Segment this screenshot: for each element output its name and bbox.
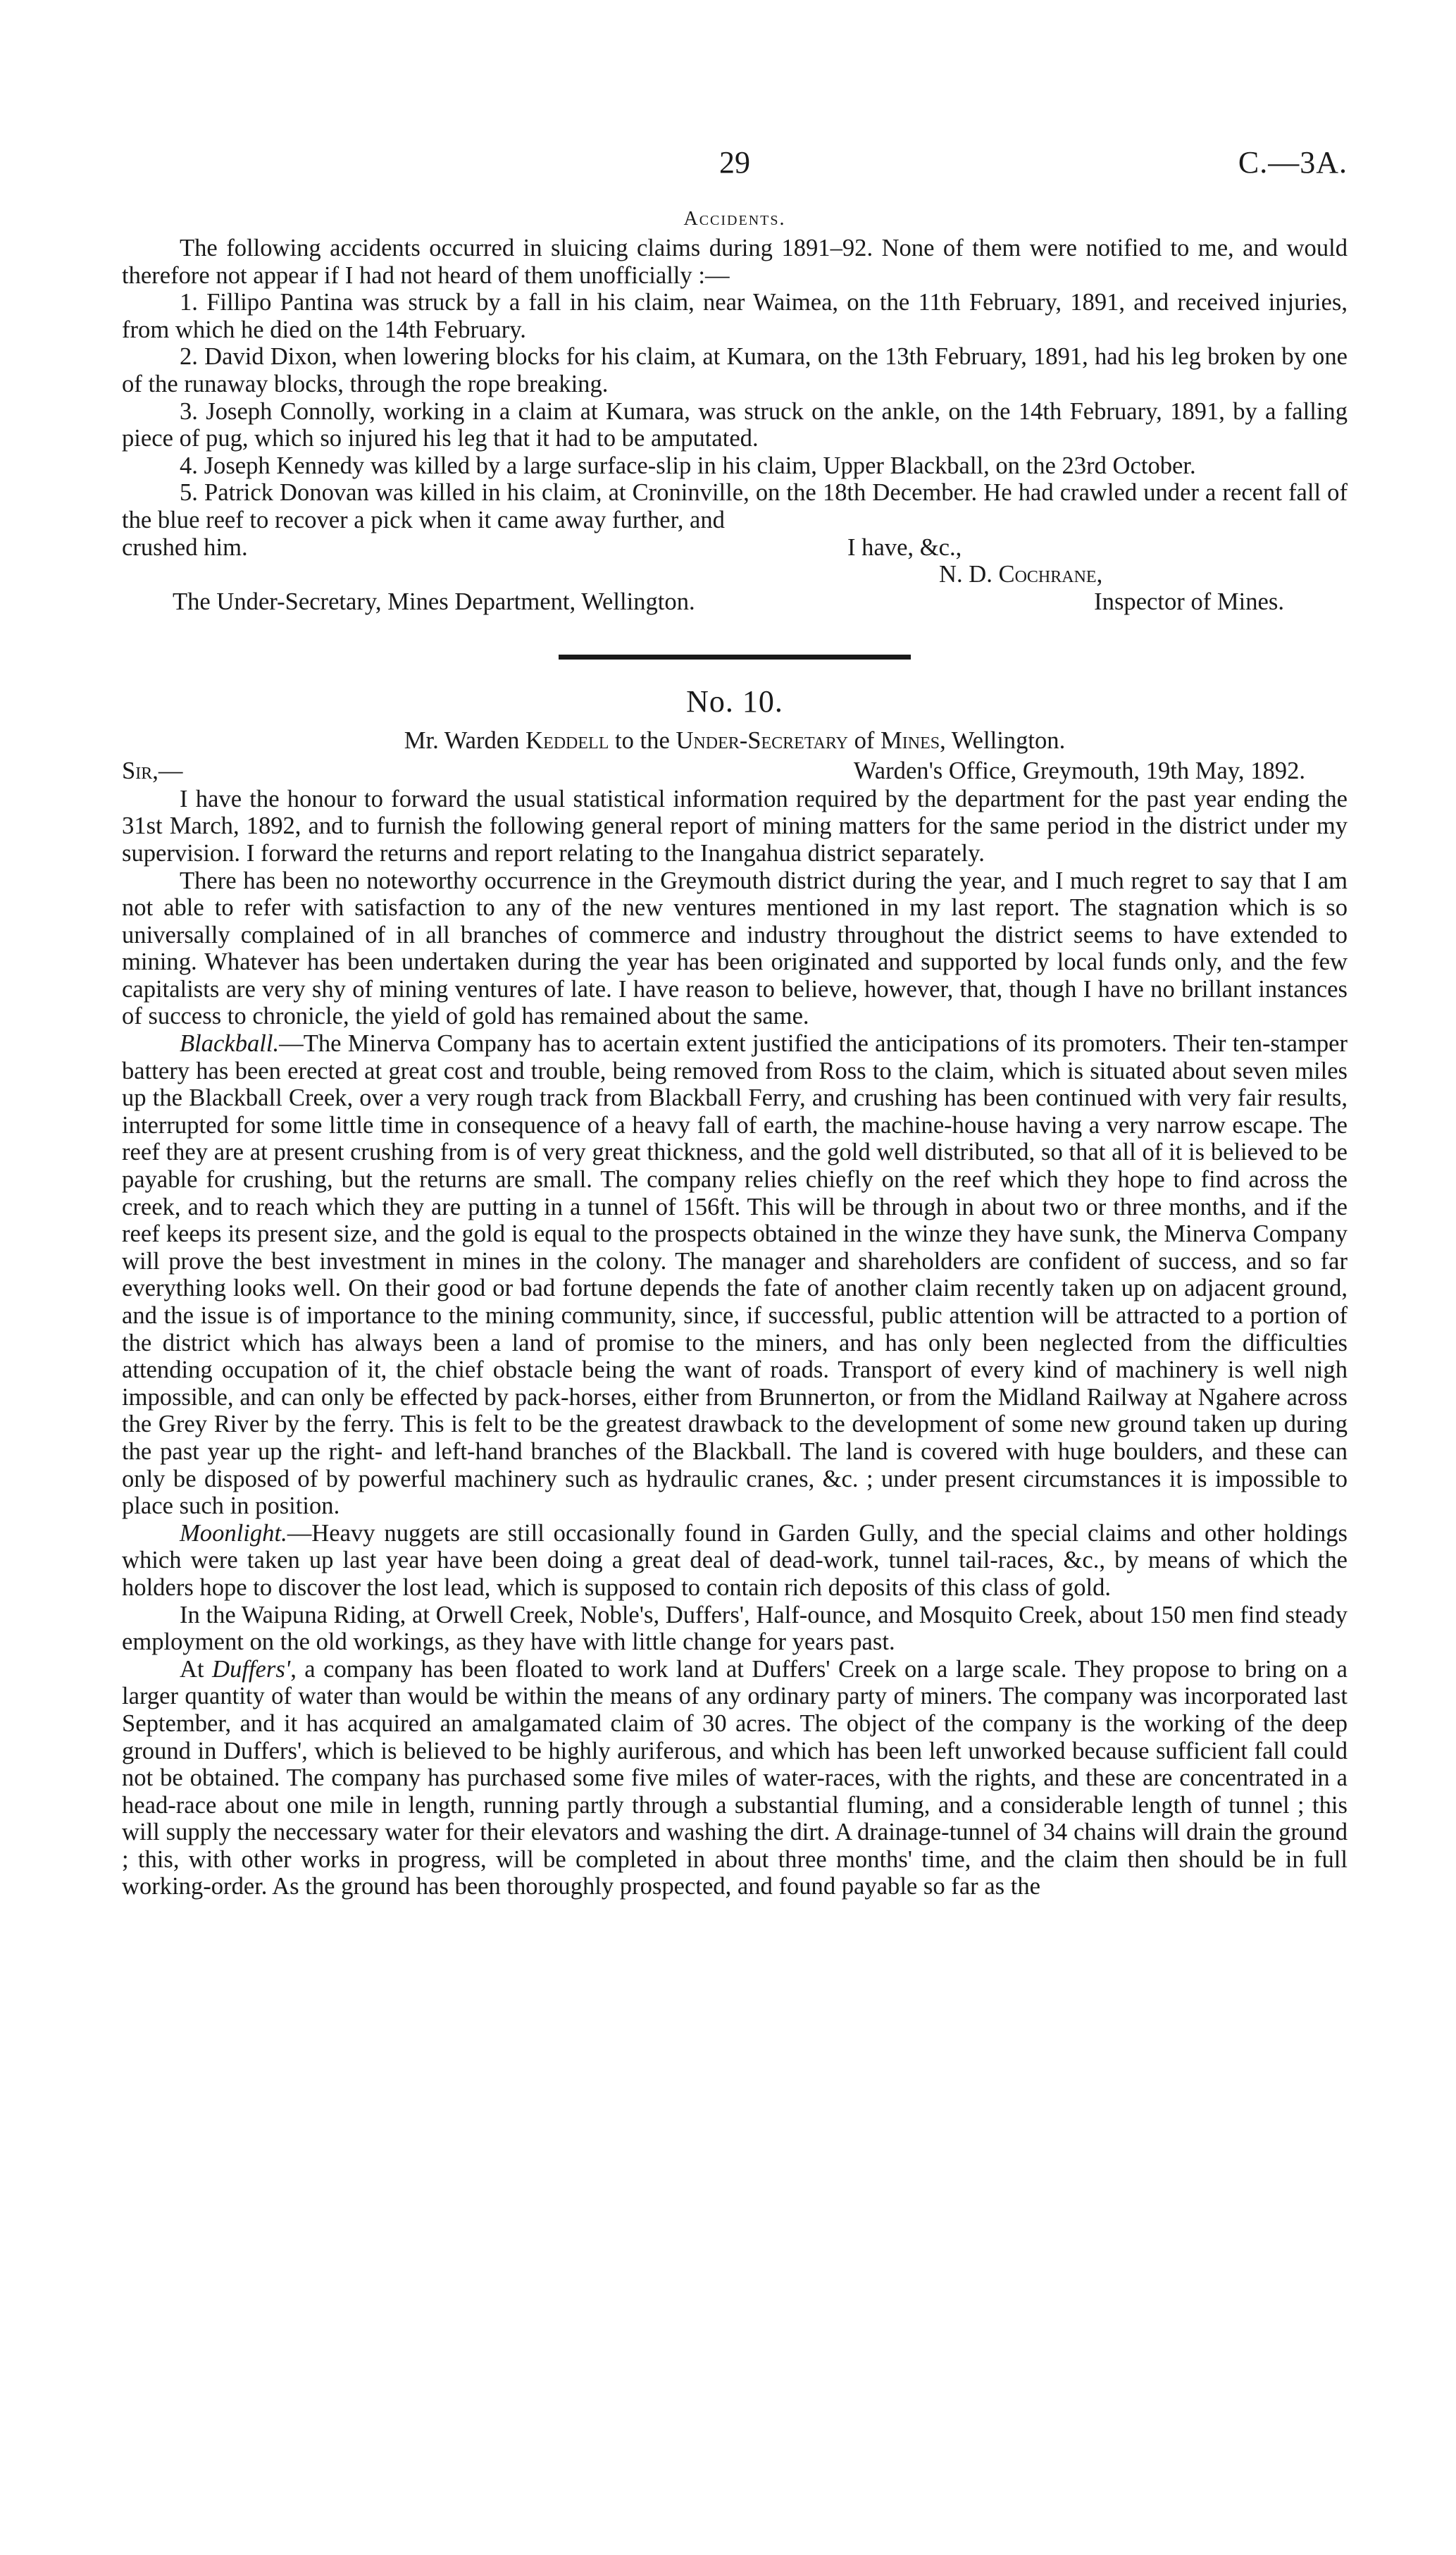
letter-heading-warden: Keddell xyxy=(525,726,609,754)
duffers-prefix: At xyxy=(180,1655,213,1683)
closing-row xyxy=(122,534,1348,562)
closing-phrase: I have, &c., xyxy=(847,533,962,561)
letter-paragraph-2: There has been no noteworthy occurrence in the Greymouth district during the year, and I much regret to say that I am not able to refer with satisfaction to any of the new ventures mentioned in my last report. The stagnation which is so universally complained of in all branches of commerce and industry throughout the district seems to have extended to mining. Whatever has been undertaken during the year has been originated and supported by local funds only, and the few capitalists are very shy of mining ventures of late. I have reason to believe, however, that, though I have no brillant instances of success to chronicle, the yield of gold has remained about the same. xyxy=(122,867,1348,1030)
addressee: The Under-Secretary, Mines Department, Wellington. xyxy=(173,588,695,615)
duffers-paragraph xyxy=(122,1656,1348,1900)
accidents-intro: The following accidents occurred in sluicing claims during 1891–92. None of them were notified to me, and would therefore not appear if I had not heard of them unofficially :— xyxy=(122,235,1348,289)
letter-paragraph-1: I have the honour to forward the usual statistical information required by the department for the past year ending the 31st March, 1892, and to furnish the following general report of mining matters for the same period in the district under my supervision. I forward the returns and report relating to the Inangahua district separately. xyxy=(122,785,1348,867)
letter-heading-part: to the xyxy=(609,726,676,754)
salutation: Sir,— xyxy=(122,757,183,784)
letter-heading-department: Mines xyxy=(881,726,940,754)
letter-heading-part: , Wellington. xyxy=(940,726,1066,754)
blackball-paragraph xyxy=(122,1030,1348,1520)
accident-item-2: 2. David Dixon, when lowering blocks for his claim, at Kumara, on the 13th February, 1891, had his leg broken by one of the runaway blocks, through the rope breaking. xyxy=(122,343,1348,397)
accident-item-5: 5. Patrick Donovan was killed in his claim, at Croninville, on the 18th December. He had crawled under a recent fall of the blue reef to recover a pick when it came away further, and xyxy=(122,479,1348,533)
blackball-title: Blackball. xyxy=(180,1030,280,1058)
signatory-row xyxy=(122,561,1348,588)
page-number: 29 xyxy=(719,145,750,180)
section-divider xyxy=(559,655,911,660)
document-reference: C.—3A. xyxy=(1238,145,1348,180)
accidents-heading: Accidents. xyxy=(683,208,786,230)
accident-item-3: 3. Joseph Connolly, working in a claim at Kumara, was struck on the ankle, on the 14th February, 1891, by a falling piece of pug, which so injured his leg that it had to be amputated. xyxy=(122,397,1348,452)
salutation-row xyxy=(122,757,1348,786)
accident-item-1: 1. Fillipo Pantina was struck by a fall in his claim, near Waimea, on the 11th February, 1891, and received injuries, from which he died on the 14th February. xyxy=(122,289,1348,343)
moonlight-title: Moonlight. xyxy=(180,1519,287,1547)
running-head xyxy=(122,144,1348,187)
letter-heading-part: Mr. Warden xyxy=(404,726,526,754)
accident-item-5-end: crushed him. xyxy=(122,533,248,561)
document-page xyxy=(122,144,1348,1900)
address-row xyxy=(122,588,1348,619)
signatory-name: N. D. Cochrane, xyxy=(939,561,1103,588)
dateline: Warden's Office, Greymouth, 19th May, 1892. xyxy=(853,757,1305,784)
letter-number: No. 10. xyxy=(686,683,783,719)
duffers-title: Duffers' xyxy=(212,1655,291,1683)
accident-item-4: 4. Joseph Kennedy was killed by a large surface-slip in his claim, Upper Blackball, on the 23rd October. xyxy=(180,452,1196,479)
moonlight-paragraph xyxy=(122,1520,1348,1602)
signatory-title: Inspector of Mines. xyxy=(1094,588,1284,615)
letter-heading-recipient: Under-Secretary xyxy=(676,726,848,754)
letter-heading xyxy=(122,726,1348,755)
duffers-text: , a company has been floated to work land at Duffers' Creek on a large scale. They propose to bring on a larger quantity of water than would be within the means of any ordinary party of miners. The company was incorporated last September, and it has acquired an amalgamated claim of 30 acres. The object of the company is the working of the deep ground in Duffers', which is believed to be highly auriferous, and which has been left unworked because sufficient fall could not be obtained. The company has purchased some five miles of water-races, with the rights, and these are concentrated in a head-race about one mile in length, running partly through a substantial fluming, and a considerable length of tunnel ; this will supply the neccessary water for their elevators and washing the dirt. A drainage-tunnel of 34 chains will drain the ground ; this, with other works in progress, will be completed in about three months' time, and the claim then should be in full working-order. As the ground has been thoroughly prospected, and found payable so far as the xyxy=(122,1655,1348,1900)
letter-heading-part: of xyxy=(847,726,881,754)
waipuna-paragraph: In the Waipuna Riding, at Orwell Creek, Noble's, Duffers', Half-ounce, and Mosquito Creek, about 150 men find steady employment on the old workings, as they have with little change for years past. xyxy=(122,1601,1348,1656)
moonlight-text: —Heavy nuggets are still occasionally found in Garden Gully, and the special claims and other holdings which were taken up last year have been doing a great deal of dead-work, tunnel tail-races, &c., by means of which the holders hope to discover the lost lead, which is supposed to contain rich deposits of this class of gold. xyxy=(122,1519,1348,1601)
blackball-text: —The Minerva Company has to acertain extent justified the anticipations of its promoters. Their ten-stamper battery has been erected at great cost and trouble, being removed from Ross to the claim, which is situated about seven miles up the Blackball Creek, over a very rough track from Blackball Ferry, and crushing has been continued with very fair results, interrupted for some little time in consequence of a heavy fall of earth, the machine-house having a very narrow escape. The reef they are at present crushing from is of very great thickness, and the gold well distributed, so that all of it is believed to be payable for crushing, but the returns are small. The company relies chiefly on the reef which they hope to find across the creek, and to reach which they are putting in a tunnel of 156ft. This will be through in about two or three months, and if the reef keeps its present size, and the gold is equal to the prospects obtained in the winze they have sunk, the Minerva Company will prove the best investment in mines in the colony. The manager and shareholders are confident of success, and so far everything looks well. On their good or bad fortune depends the fate of another claim recently taken up on adjacent ground, and the issue is of importance to the mining community, since, if successful, public attention will be attracted to a portion of the district which has always been a land of promise to the miners, and has only been neglected from the difficulties attending occupation of it, the chief obstacle being the want of roads. Transport of every kind of machinery is well nigh impossible, and can only be effected by pack-horses, either from Brunnerton, or from the Midland Railway at Ngahere across the Grey River by the ferry. This is felt to be the greatest drawback to the development of some new ground taken up during the past year up the right- and left-hand branches of the Blackball. The land is covered with huge boulders, and these can only be disposed of by powerful machinery such as hydraulic cranes, &c. ; under present circumstances it is impossible to place such in position. xyxy=(122,1030,1348,1520)
